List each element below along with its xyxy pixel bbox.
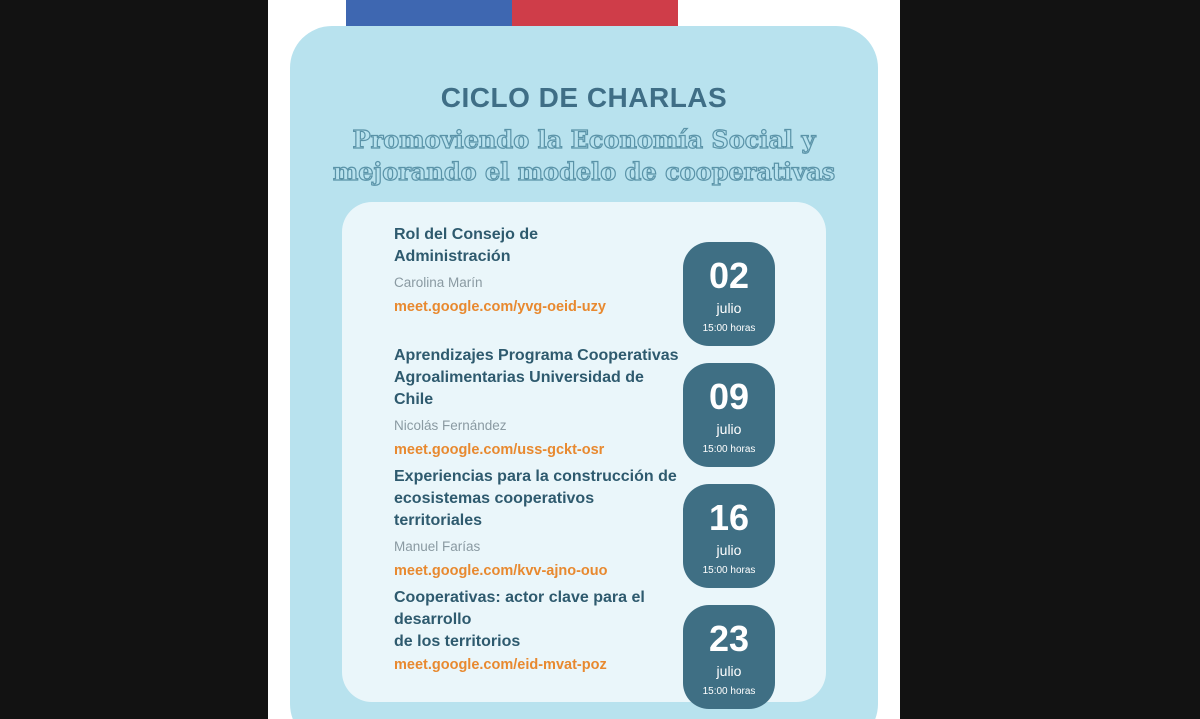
event-title xyxy=(394,466,684,532)
date-time: 15:00 horas xyxy=(702,686,756,697)
date-day: 09 xyxy=(708,376,750,417)
event-details xyxy=(394,466,684,581)
event-speaker: Carolina Marín xyxy=(394,275,483,290)
poster-card xyxy=(290,26,878,719)
date-time: 15:00 horas xyxy=(702,444,756,455)
date-day: 02 xyxy=(708,255,750,296)
event-title-line: Agroalimentarias Universidad de Chile xyxy=(394,369,644,408)
meet-link[interactable]: meet.google.com/eid-mvat-poz xyxy=(394,657,607,673)
date-month: julio xyxy=(716,300,742,316)
poster-subtitle xyxy=(290,124,878,188)
event-title-line: Cooperativas: actor clave para el xyxy=(394,589,645,606)
date-badge xyxy=(683,242,775,346)
event-item xyxy=(342,224,826,336)
event-item xyxy=(342,587,826,699)
date-badge xyxy=(683,605,775,709)
event-speaker: Manuel Farías xyxy=(394,539,481,554)
event-title-line: Experiencias para la construcción de xyxy=(394,468,677,485)
date-time: 15:00 horas xyxy=(702,323,756,334)
date-time: 15:00 horas xyxy=(702,565,756,576)
date-month: julio xyxy=(716,542,742,558)
poster-title: CICLO DE CHARLAS xyxy=(440,82,728,113)
event-speaker: Nicolás Fernández xyxy=(394,418,507,433)
schedule-panel xyxy=(342,202,826,702)
date-month: julio xyxy=(716,421,742,437)
meet-link[interactable]: meet.google.com/yvg-oeid-uzy xyxy=(394,299,606,315)
date-badge xyxy=(683,484,775,588)
date-day: 23 xyxy=(708,618,750,659)
event-title xyxy=(394,587,684,653)
event-title-line: desarrollo xyxy=(394,611,472,628)
event-title-line: de los territorios xyxy=(394,633,521,650)
event-title-line: Rol del Consejo de xyxy=(394,226,539,243)
date-month: julio xyxy=(716,663,742,679)
event-details xyxy=(394,224,684,317)
meet-link[interactable]: meet.google.com/uss-gckt-osr xyxy=(394,442,605,458)
subtitle-line-1: Promoviendo la Economía Social y xyxy=(352,125,816,154)
event-title-line: ecosistemas cooperativos territoriales xyxy=(394,490,595,529)
date-day: 16 xyxy=(708,497,750,538)
event-title-line: Aprendizajes Programa Cooperativas xyxy=(394,347,679,364)
event-details xyxy=(394,345,684,460)
event-poster xyxy=(268,0,900,719)
event-item xyxy=(342,345,826,457)
event-title-line: Administración xyxy=(394,248,511,265)
event-title xyxy=(394,224,684,268)
event-title xyxy=(394,345,684,411)
meet-link[interactable]: meet.google.com/kvv-ajno-ouo xyxy=(394,563,608,579)
subtitle-line-2: mejorando el modelo de cooperativas xyxy=(332,157,836,186)
event-item xyxy=(342,466,826,578)
date-badge xyxy=(683,363,775,467)
event-details xyxy=(394,587,684,675)
